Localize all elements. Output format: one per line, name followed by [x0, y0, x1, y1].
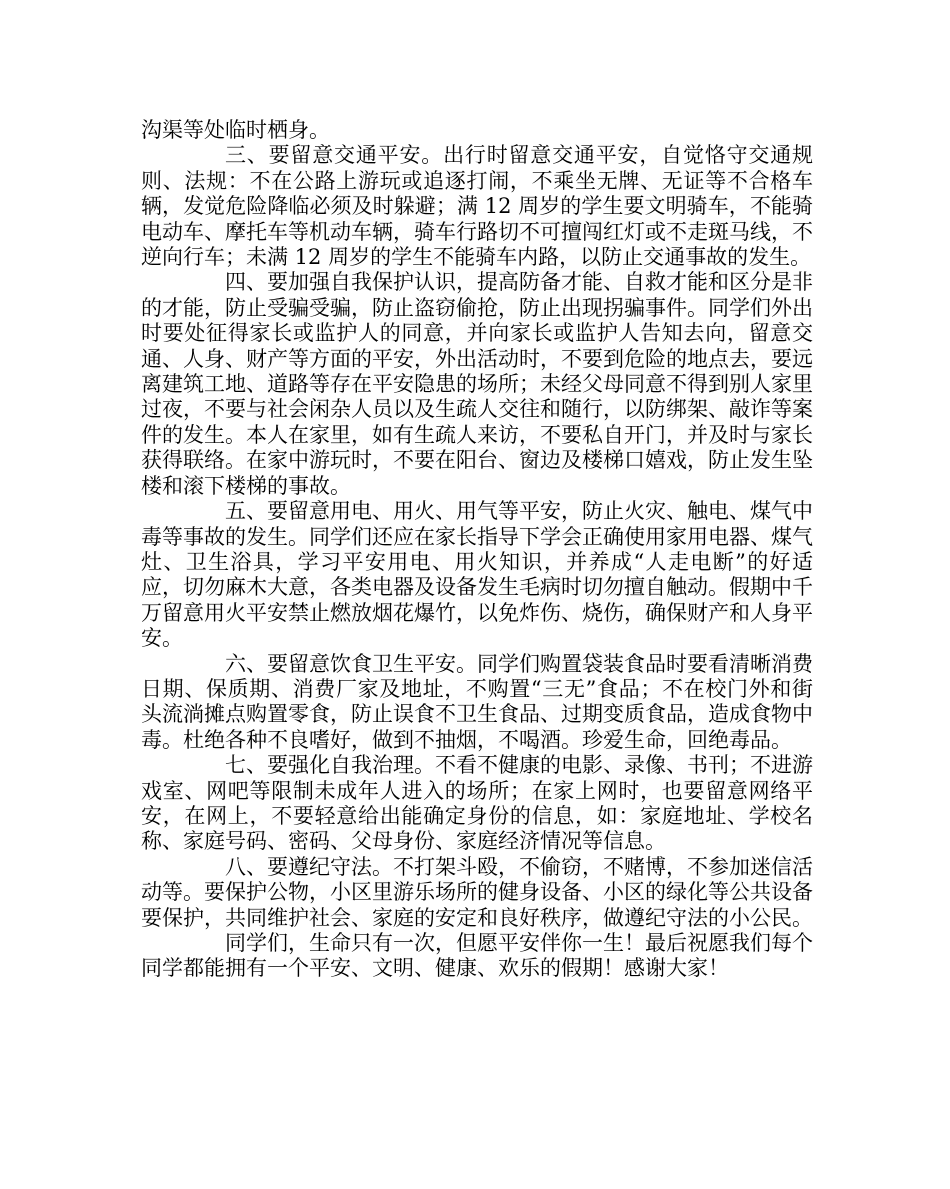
paragraph-closing: 同学们，生命只有一次，但愿平安伴你一生！最后祝愿我们每个同学都能拥有一个平安、文明、健康、欢乐的假期！感谢大家！: [141, 931, 813, 981]
document-body: [141, 118, 813, 982]
paragraph-food-safety: 六、要留意饮食卫生平安。同学们购置袋装食品时要看清晰消费日期、保质期、消费厂家及地址，不购置“三无”食品；不在校门外和街头流淌摊点购置零食，防止误食不卫生食品、过期变质食品，造成食物中毒。杜绝各种不良嗜好，做到不抽烟，不喝酒。珍爱生命，回绝毒品。: [141, 651, 813, 752]
paragraph-law-abiding: 八、要遵纪守法。不打架斗殴，不偷窃，不赌博，不参加迷信活动等。要保护公物，小区里游乐场所的健身设备、小区的绿化等公共设备要保护，共同维护社会、家庭的安定和良好秩序，做遵纪守法的小公民。: [141, 854, 813, 930]
paragraph-self-management: 七、要强化自我治理。不看不健康的电影、录像、书刊；不进游戏室、网吧等限制未成年人进入的场所；在家上网时，也要留意网络平安，在网上，不要轻意给出能确定身份的信息，如：家庭地址、学校名称、家庭号码、密码、父母身份、家庭经济情况等信息。: [141, 753, 813, 854]
paragraph-traffic-safety: 三、要留意交通平安。出行时留意交通平安，自觉恪守交通规则、法规：不在公路上游玩或追逐打闹，不乘坐无牌、无证等不合格车辆，发觉危险降临必须及时躲避；满 12 周岁的学生要文明骑车，不能骑电动车、摩托车等机动车辆，骑车行路切不可擅闯红灯或不走斑马线，不逆向行车；未满 12 周岁的学生不能骑车内路，以防止交通事故的发生。: [141, 143, 813, 270]
paragraph-self-protection: 四、要加强自我保护认识，提高防备才能、自救才能和区分是非的才能，防止受骗受骗，防止盗窃偷抢，防止出现拐骗事件。同学们外出时要处征得家长或监护人的同意，并向家长或监护人告知去向，留意交通、人身、财产等方面的平安，外出活动时，不要到危险的地点去，要远离建筑工地、道路等存在平安隐患的场所；未经父母同意不得到别人家里过夜，不要与社会闲杂人员以及生疏人交往和随行，以防绑架、敲诈等案件的发生。本人在家里，如有生疏人来访，不要私自开门，并及时与家长获得联络。在家中游玩时，不要在阳台、窗边及楼梯口嬉戏，防止发生坠楼和滚下楼梯的事故。: [141, 270, 813, 498]
paragraph-continuation: 沟渠等处临时栖身。: [141, 118, 330, 142]
paragraph-electric-fire-gas-safety: 五、要留意用电、用火、用气等平安，防止火灾、触电、煤气中毒等事故的发生。同学们还应在家长指导下学会正确使用家用电器、煤气灶、卫生浴具，学习平安用电、用火知识，并养成“人走电断”的好适应，切勿麻木大意，各类电器及设备发生毛病时切勿擅自触动。假期中千万留意用火平安禁止燃放烟花爆竹，以免炸伤、烧伤，确保财产和人身平安。: [141, 499, 813, 651]
